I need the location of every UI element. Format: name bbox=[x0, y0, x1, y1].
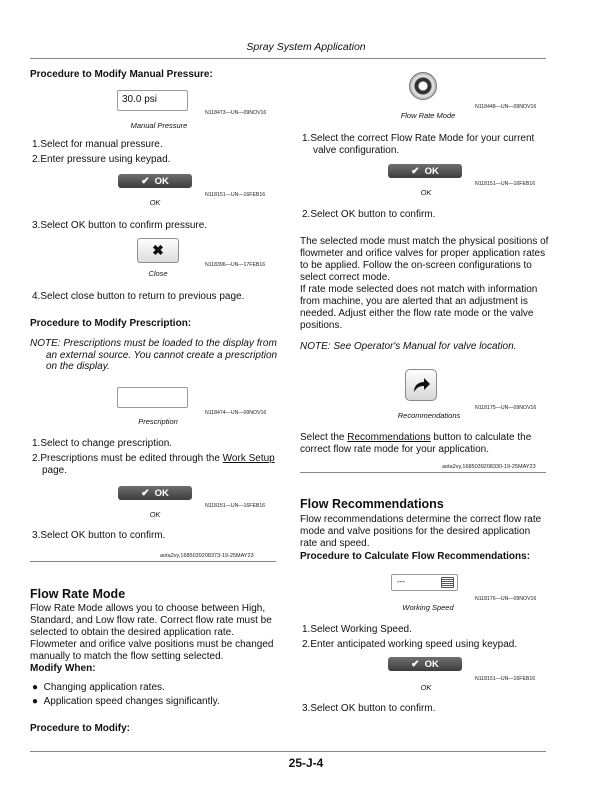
step-3: 3.Select OK button to confirm. bbox=[32, 530, 166, 541]
ok-button-label: OK bbox=[154, 487, 169, 499]
step-2: 2.Enter anticipated working speed using keypad. bbox=[302, 639, 518, 650]
ok-button[interactable] bbox=[388, 657, 462, 671]
manual-pressure-field[interactable] bbox=[117, 90, 188, 111]
share-arrow-icon bbox=[410, 374, 432, 396]
close-button[interactable] bbox=[137, 238, 179, 263]
footer-rule bbox=[30, 751, 546, 752]
page-number: 25-J-4 bbox=[288, 756, 324, 770]
flow-recommendations-heading: Flow Recommendations bbox=[300, 497, 444, 511]
step-2: 2.Select OK button to confirm. bbox=[302, 209, 436, 220]
figure-ref: N118176—UN—09NOV16 bbox=[475, 596, 537, 602]
figure-ref: N118473—UN—09NOV16 bbox=[205, 110, 267, 116]
procedure-modify-heading: Procedure to Modify: bbox=[30, 723, 131, 734]
figure-ref: N118396—UN—17FEB16 bbox=[205, 262, 266, 268]
list-item: ● Application speed changes significantly. bbox=[32, 696, 220, 707]
document-ref: aota2vy,1685039208373-19-25MAY23 bbox=[160, 553, 254, 559]
prescription-heading: Procedure to Modify Prescription: bbox=[30, 318, 192, 329]
list-item-text: Changing application rates. bbox=[43, 682, 165, 693]
checkmark-icon: ✔ bbox=[141, 487, 150, 499]
ok-button-label: OK bbox=[424, 165, 439, 177]
figure-ref: N118151—UN—16FEB16 bbox=[475, 676, 536, 682]
flow-rate-mode-icon[interactable] bbox=[409, 72, 437, 100]
step-2 bbox=[32, 453, 282, 465]
figure-caption: Prescription bbox=[138, 417, 178, 426]
figure-ref: N118448—UN—09NOV16 bbox=[475, 104, 537, 110]
figure-caption: Close bbox=[148, 269, 168, 278]
figure-caption: Recommendations bbox=[397, 411, 461, 420]
step-4: 4.Select close button to return to previous page. bbox=[32, 291, 245, 302]
checkmark-icon: ✔ bbox=[411, 658, 420, 670]
manual-pressure-value: 30.0 psi bbox=[122, 94, 158, 105]
figure-ref: N118151—UN—16FEB16 bbox=[475, 181, 536, 187]
figure-ref: N118151—UN—16FEB16 bbox=[205, 192, 266, 198]
list-item: ● Changing application rates. bbox=[32, 682, 165, 693]
figure-caption: Manual Pressure bbox=[130, 121, 188, 130]
modify-when-heading: Modify When: bbox=[30, 663, 96, 674]
rate-mode-paragraph: If rate mode selected does not match with information from machine, you are alerted that an adjustment is needed. Adjust either the flow rate mode or the valve positions. bbox=[300, 284, 538, 331]
modify-when-list bbox=[32, 681, 220, 708]
step-3: 3.Select OK button to confirm pressure. bbox=[32, 220, 208, 231]
ok-button[interactable] bbox=[388, 164, 462, 178]
header-rule bbox=[30, 58, 546, 59]
figure-caption: OK bbox=[149, 198, 161, 207]
prescription-field[interactable] bbox=[117, 387, 188, 408]
page-header-title: Spray System Application bbox=[246, 41, 366, 53]
figure-caption: Working Speed bbox=[402, 603, 454, 612]
ok-button-label: OK bbox=[154, 175, 169, 187]
manual-pressure-heading: Procedure to Modify Manual Pressure: bbox=[30, 69, 213, 80]
recommendations-link[interactable]: Recommendations bbox=[347, 432, 431, 443]
step-1: 1.Select for manual pressure. bbox=[32, 139, 163, 150]
figure-caption: Flow Rate Mode bbox=[400, 111, 456, 120]
flow-rate-mode-body: Flow Rate Mode allows you to choose between High, Standard, and Low flow rate. Correct flow rate must be selected to obtain the desired application rate. Flowmeter and orifice valve positions must be changed manually to match the flow setting selected. bbox=[30, 603, 274, 662]
checkmark-icon: ✔ bbox=[411, 165, 420, 177]
step-1: 1.Select to change prescription. bbox=[32, 438, 173, 449]
step-3: 3.Select OK button to confirm. bbox=[302, 703, 436, 714]
paragraph-text: Select the bbox=[300, 432, 348, 443]
ok-button-label: OK bbox=[424, 658, 439, 670]
prescription-steps bbox=[32, 438, 282, 477]
recommendations-button[interactable] bbox=[405, 369, 437, 401]
working-speed-value: --- bbox=[397, 577, 405, 586]
working-speed-field[interactable] bbox=[391, 574, 458, 591]
ok-button[interactable] bbox=[118, 174, 192, 188]
manual-pressure-steps bbox=[32, 139, 170, 166]
keypad-icon bbox=[441, 577, 454, 588]
figure-ref: N118151—UN—16FEB16 bbox=[205, 503, 266, 509]
flow-recommendations-body: Flow recommendations determine the correct flow rate mode and valve positions for the desired application rate and speed. bbox=[300, 514, 542, 549]
figure-ref: N118474—UN—09NOV16 bbox=[205, 410, 267, 416]
close-icon: ✖ bbox=[152, 242, 164, 258]
valve-note: NOTE: See Operator's Manual for valve location. bbox=[300, 341, 517, 352]
flow-rate-mode-heading: Flow Rate Mode bbox=[30, 587, 126, 601]
step-2-cont: page. bbox=[42, 465, 68, 476]
step-1: 1.Select Working Speed. bbox=[302, 624, 412, 635]
work-setup-link[interactable]: Work Setup bbox=[222, 453, 275, 464]
working-speed-steps bbox=[302, 624, 517, 651]
section-rule bbox=[30, 561, 276, 562]
section-rule bbox=[300, 472, 546, 473]
step-2: 2.Enter pressure using keypad. bbox=[32, 154, 171, 165]
mode-paragraph: The selected mode must match the physical positions of flowmeter and orifice valves for proper application rates to be applied. Follow the on-screen configurations to select correct mode. bbox=[300, 236, 549, 283]
ok-button[interactable] bbox=[118, 486, 192, 500]
prescription-note bbox=[30, 338, 280, 373]
document-ref: aota2vy,1685039208330-19-25MAY23 bbox=[442, 464, 536, 470]
step-1: 1.Select the correct Flow Rate Mode for your current valve configuration. bbox=[302, 133, 535, 156]
note-text: NOTE: Prescriptions must be loaded to the display from an external source. You cannot create a prescription on the display. bbox=[30, 338, 278, 372]
figure-caption: OK bbox=[420, 683, 432, 692]
step-2-text: 2.Prescriptions must be edited through the bbox=[32, 453, 223, 464]
figure-ref: N118175—UN—09NOV16 bbox=[475, 405, 537, 411]
recommendations-paragraph bbox=[300, 432, 550, 456]
calculate-procedure-heading: Procedure to Calculate Flow Recommendations: bbox=[300, 551, 531, 562]
paragraph-text: button to calculate the correct flow rate mode for your application. bbox=[300, 432, 532, 455]
checkmark-icon: ✔ bbox=[141, 175, 150, 187]
figure-caption: OK bbox=[420, 188, 432, 197]
figure-caption: OK bbox=[149, 510, 161, 519]
list-item-text: Application speed changes significantly. bbox=[43, 696, 220, 707]
